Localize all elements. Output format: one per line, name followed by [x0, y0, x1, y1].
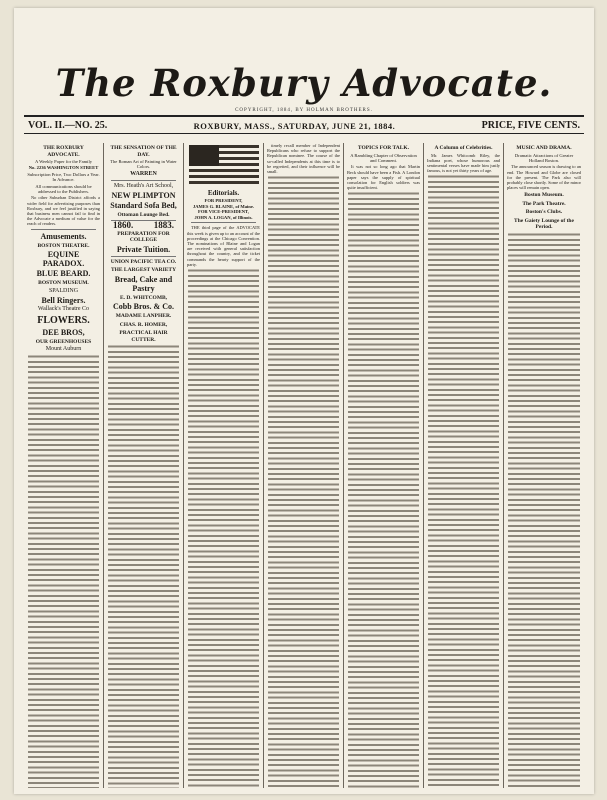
whitcomb-ad: E. D. WHITCOMB,: [119, 294, 168, 301]
col7-heading: MUSIC AND DRAMA.: [516, 145, 572, 151]
col7-body: The announced season is drawing to an end. The Howard and Globe are closed for the present. The Park also will probably close shortly. Some of the minor places will remain open.: [507, 164, 581, 191]
deebros-ad: DEE BROS,: [42, 327, 85, 337]
col3-body: THE third page of the ADVOCATE this week is given up to an account of the proceedings at the Chicago Convention. The nominations of Blaine and Logan are received with general satisfaction throughout the country, and the ticket commands the hearty support of the party.: [187, 225, 260, 267]
column-filler-text: [268, 175, 339, 788]
year-left: 1860.: [113, 220, 134, 231]
col7-gaiety-heading: The Gaiety Lounge of the Period.: [514, 217, 574, 231]
amusements-heading: Amusements.: [40, 231, 87, 241]
masthead-rule: [24, 115, 584, 117]
art-school-ad: Mrs. Heath's Art School,: [113, 182, 174, 189]
col4-body: timely recall member of Independent Republicans who refuse to support the Republican nominee. The course of the so-called Independents at this time is to be regretted, and their influence will be small.: [267, 143, 340, 175]
column-3: [184, 143, 264, 788]
newspaper-page: [14, 8, 594, 794]
column-5: [344, 143, 424, 788]
column-7: [504, 143, 584, 788]
president-name: JAMES G. BLAINE, of Maine.: [192, 203, 255, 209]
president-label: FOR PRESIDENT,: [204, 198, 243, 203]
col7-museum-heading: Boston Museum.: [524, 192, 564, 199]
union-ad: UNION PACIFIC TEA CO.: [110, 258, 177, 265]
col1-subscription: Subscription Price, Two Dollars a Year. In Advance.: [27, 171, 100, 183]
years-row: [107, 220, 180, 231]
col7-clubs-heading: Boston's Clubs.: [525, 209, 563, 216]
equine-ad: EQUINE PARADOX.: [42, 250, 85, 269]
tailor-ad: PRACTICAL HAIR CUTTER.: [119, 330, 168, 343]
col1-publisher: No. 2236 WASHINGTON STREET: [28, 165, 99, 171]
column-filler-text: [508, 232, 580, 788]
tuition-ad: Private Tuition.: [116, 244, 171, 254]
column-filler-text: [428, 174, 499, 788]
issue-price: PRICE, FIVE CENTS.: [481, 120, 580, 131]
col2-subheading: The Roman Art of Painting in Water Colors.: [110, 159, 177, 170]
col6-heading: A Column of Celebrities.: [434, 145, 493, 151]
prep-ad: PREPARATION FOR COLLEGE: [117, 230, 170, 244]
flowers-ad: FLOWERS.: [37, 314, 90, 326]
col7-subheading: Dramatic Attractions of Greater Holland Boston.: [514, 152, 574, 163]
year-right: 1883.: [153, 220, 174, 231]
variety-ad: THE LARGEST VARIETY: [110, 267, 177, 274]
issue-date: ROXBURY, MASS., SATURDAY, JUNE 21, 1884.: [193, 120, 396, 131]
column-filler-text: [188, 268, 259, 788]
column-2: [104, 143, 184, 788]
flag-illustration: [189, 145, 259, 187]
spalding-ad: SPALDING: [48, 287, 79, 294]
madame-ad: MADAME LANPHER.: [115, 313, 172, 320]
col5-subheading: A Rambling Chapter of Observation and Comment.: [350, 152, 417, 163]
cobb-ad: Cobb Bros. & Co.: [113, 302, 174, 312]
column-4: [264, 143, 344, 788]
volume-number: VOL. II.—NO. 25.: [28, 120, 108, 131]
col1-body: No other Suburban District affords a wider field for advertising purposes than Roxbury, and we feel justified in saying that business men cannot fail to find in the Advocate a medium of value for the reach of readers.: [27, 195, 100, 227]
greenhouses-ad: OUR GREENHOUSES: [35, 338, 92, 345]
dateline-rule: [24, 133, 584, 134]
warren-ad: WARREN: [130, 170, 157, 177]
vice-president-label: FOR VICE-PRESIDENT,: [198, 209, 249, 215]
vice-president-name: JOHN A. LOGAN, of Illinois.: [194, 214, 253, 220]
wallacks-ad: Wallack's Theatre Co: [37, 305, 90, 312]
col1-subheading: A Weekly Paper for the Family: [34, 159, 93, 164]
bread-ad: Bread, Cake and Pastry: [114, 274, 173, 293]
column-filler-text: [28, 354, 99, 788]
column-6: [424, 143, 504, 788]
bellringers-ad: Bell Ringers.: [41, 295, 86, 305]
col1-note: All communications should be addressed to the Publishers.: [35, 183, 92, 195]
homer-ad: CHAS. R. HOMER,: [119, 321, 168, 328]
dateline: [28, 120, 580, 131]
col5-body: It was not so long ago that Martin Beck should have been a Fish. A London paper says the supply of spiritual consolation for English soldiers was quite insufficient.: [347, 164, 420, 191]
col5-heading: TOPICS FOR TALK.: [357, 145, 410, 151]
column-1: [24, 143, 104, 788]
museum-ad: BOSTON MUSEUM.: [38, 280, 89, 287]
col1-heading: THE ROXBURY ADVOCATE.: [43, 145, 84, 158]
theatre-ad: BOSTON THEATRE.: [37, 242, 90, 249]
col2-heading: THE SENSATION OF THE DAY.: [110, 145, 177, 158]
sofa-bed-ad: Standard Sofa Bed,: [110, 200, 177, 210]
new-plimpton-ad: NEW PLIMPTON: [111, 190, 176, 200]
editorials-heading: Editorials.: [207, 189, 240, 197]
column-filler-text: [348, 191, 419, 788]
bluebeard-ad: BLUE BEARD.: [36, 269, 91, 279]
col7-park-heading: The Park Theatre.: [522, 200, 566, 207]
article-columns: [24, 143, 584, 788]
col6-body: Mr. James Whitcomb Riley, the Indiana poet, whose humorous and sentimental verses have made him justly famous, is not yet thirty years of age.: [427, 152, 500, 174]
ottoman-ad: Ottoman Lounge Bed.: [117, 211, 170, 218]
masthead-title: The Roxbury Advocate.: [55, 61, 553, 105]
copyright-line: COPYRIGHT, 1884, BY HOLMAN BROTHERS.: [235, 108, 373, 113]
mountauburn-ad: Mount Auburn: [45, 346, 82, 353]
column-filler-text: [108, 344, 179, 788]
